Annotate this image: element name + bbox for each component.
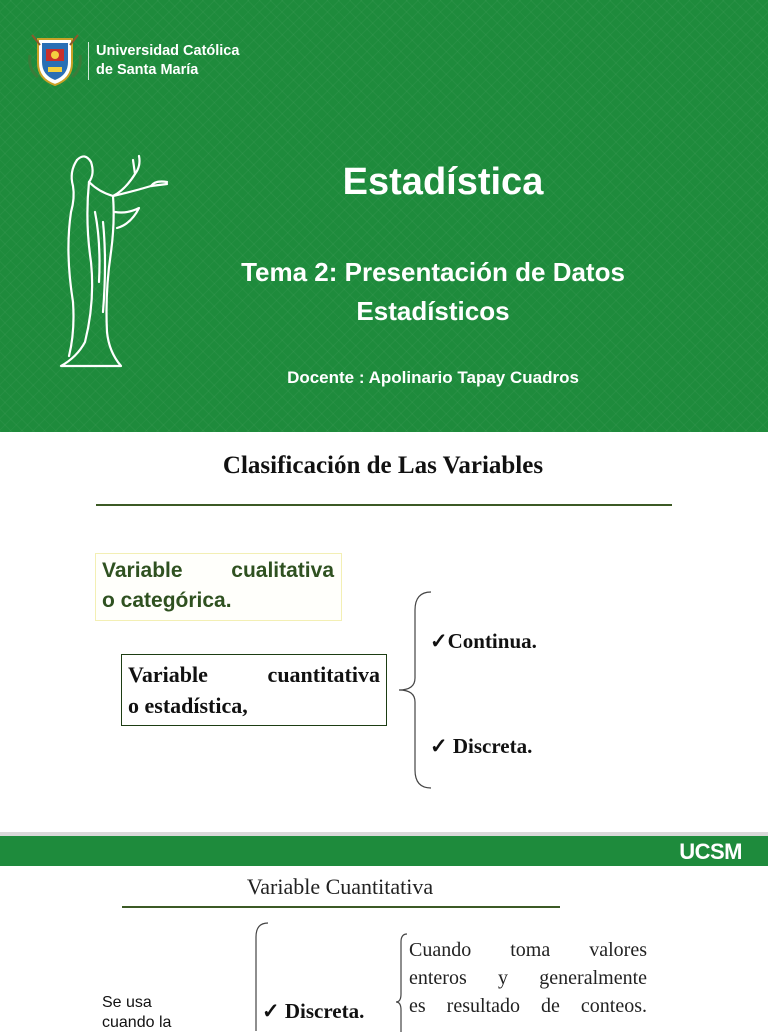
title-underline	[122, 906, 560, 908]
curly-brace-icon	[395, 932, 409, 1032]
discrete-definition	[409, 936, 647, 1020]
option-discrete: ✓ Discreta.	[262, 999, 365, 1023]
logo-divider	[88, 42, 89, 80]
definition-line: enteros y generalmente	[409, 967, 647, 989]
quantitative-line1: Variable cuantitativa	[128, 662, 380, 687]
side-note-line2: cuando la	[102, 1014, 172, 1031]
brand-label: UCSM	[679, 839, 742, 864]
virgin-statue-icon	[55, 152, 175, 374]
definition-line: Cuando toma valores	[409, 939, 647, 961]
definition-line: es resultado de conteos.	[409, 995, 647, 1017]
quantitative-slide	[0, 866, 768, 1031]
curly-brace-icon	[395, 590, 435, 790]
presentation-subtitle: Tema 2: Presentación de Datos Estadísticos	[241, 257, 625, 326]
university-crest-icon	[28, 33, 82, 89]
university-name-line2: de Santa María	[96, 62, 199, 78]
option-continuous: ✓Continua.	[430, 629, 537, 653]
title-slide	[0, 0, 768, 432]
quantitative-line2: o estadística,	[128, 693, 248, 718]
title-underline	[96, 504, 672, 506]
side-note-line1: Se usa	[102, 994, 152, 1011]
classification-slide	[0, 432, 768, 836]
qualitative-line1: Variable cualitativa	[102, 559, 334, 582]
qualitative-line2: o categórica.	[102, 589, 232, 612]
side-note	[102, 993, 171, 1033]
footer-band	[0, 836, 768, 866]
option-discrete: ✓ Discreta.	[430, 734, 533, 758]
university-name-line1: Universidad Católica	[96, 43, 240, 59]
teacher-name: Docente : Apolinario Tapay Cuadros	[287, 368, 579, 387]
slide-title: Clasificación de Las Variables	[222, 452, 544, 479]
slide-title: Variable Cuantitativa	[246, 874, 434, 899]
presentation-title: Estadística	[342, 161, 544, 203]
